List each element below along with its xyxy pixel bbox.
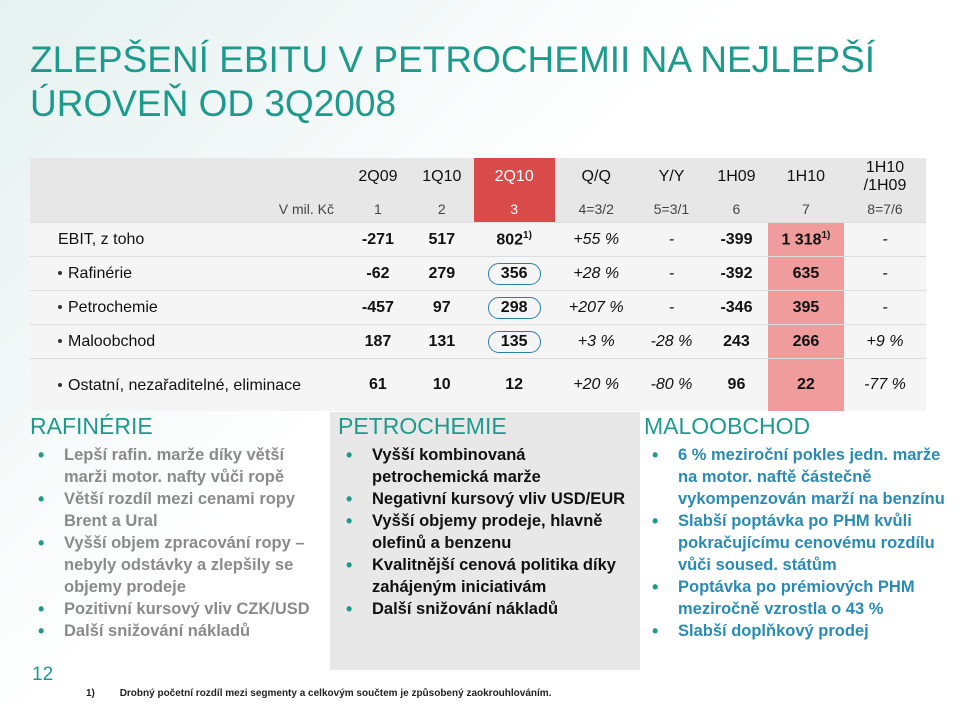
cell: 517	[410, 223, 474, 257]
cell: +9 %	[844, 325, 926, 359]
col-header-highlight: 2Q10	[474, 158, 555, 196]
cell: 187	[346, 325, 410, 359]
list-item: • Slabší poptávka po PHM kvůli pokračujícímu cenovému rozdílu vůči soused. státům	[644, 510, 960, 576]
footnote-ref: 1)	[523, 229, 532, 241]
list-item: • Poptávka po prémiových PHM meziročně vzrostla o 43 %	[644, 576, 960, 620]
cell: -	[844, 291, 926, 325]
cell-value: 802	[496, 231, 524, 249]
cell: -62	[346, 257, 410, 291]
cell	[474, 257, 555, 291]
bullet-icon	[58, 383, 62, 387]
col-index: 6	[705, 196, 768, 223]
petrochemistry-list	[338, 444, 640, 620]
col-header: Q/Q	[555, 158, 638, 196]
footnote-text: Drobný početní rozdíl mezi segmenty a celkovým součtem je způsobený zaokrouhlováním.	[119, 688, 552, 699]
cell: -457	[346, 291, 410, 325]
row-label-text: Ostatní, nezařaditelné, eliminace	[68, 376, 302, 394]
cell: -	[844, 257, 926, 291]
page-number: 12	[32, 664, 54, 685]
footnote-ref: 1)	[821, 229, 831, 241]
circled-value: 356	[488, 263, 541, 285]
footnote	[86, 688, 551, 699]
col-index: 4=3/2	[555, 196, 638, 223]
list-item: • Větší rozdíl mezi cenami ropy Brent a Ural	[30, 488, 330, 532]
list-item: • Další snižování nákladů	[338, 598, 640, 620]
list-item: • Kvalitnější cenová politika díky zahájeným iniciativám	[338, 554, 640, 598]
circled-value: 298	[488, 297, 541, 319]
cell: 243	[705, 325, 768, 359]
cell: -77 %	[844, 359, 926, 412]
unit-label: V mil. Kč	[30, 196, 346, 223]
cell: +20 %	[555, 359, 638, 412]
cell: -28 %	[638, 325, 705, 359]
cell: -	[638, 291, 705, 325]
list-item: • Další snižování nákladů	[30, 620, 330, 642]
cell: -80 %	[638, 359, 705, 412]
cell: 12	[474, 359, 555, 412]
table-row	[30, 257, 926, 291]
cell: -	[638, 257, 705, 291]
col-index: 8=7/6	[844, 196, 926, 223]
cell: +55 %	[555, 223, 638, 257]
cell	[474, 223, 555, 257]
list-item: • Pozitivní kursový vliv CZK/USD	[30, 598, 330, 620]
row-label-text: Rafinérie	[68, 264, 133, 282]
cell: -	[638, 223, 705, 257]
retail-list	[644, 444, 960, 642]
row-label-text: Petrochemie	[68, 298, 158, 316]
cell: -	[844, 223, 926, 257]
table-row	[30, 291, 926, 325]
retail-heading: MALOOBCHOD	[644, 413, 811, 439]
table-row	[30, 359, 926, 412]
cell: 22	[768, 359, 844, 412]
list-item: • Lepší rafin. marže díky větší marži motor. nafty vůči ropě	[30, 444, 330, 488]
cell: 635	[768, 257, 844, 291]
cell: 279	[410, 257, 474, 291]
cell	[768, 223, 844, 257]
list-item: • 6 % meziroční pokles jedn. marže na motor. naftě částečně vykompenzován marží na benzínu	[644, 444, 960, 510]
petrochemistry-heading: PETROCHEMIE	[338, 413, 507, 439]
petrochemistry-column	[330, 412, 640, 670]
col-header: 1H10 /1H09	[844, 158, 926, 196]
cell: -271	[346, 223, 410, 257]
row-label	[30, 291, 346, 325]
list-item: • Vyšší objem zpracování ropy – nebyly odstávky a zlepšily se objemy prodeje	[30, 532, 330, 598]
bullet-icon	[58, 271, 62, 275]
col-index: 3	[474, 196, 555, 223]
row-label: EBIT, z toho	[30, 223, 346, 257]
cell	[474, 325, 555, 359]
col-index: 7	[768, 196, 844, 223]
cell-value: 1 318	[781, 231, 822, 249]
refining-column	[30, 412, 330, 642]
row-label	[30, 325, 346, 359]
list-item: • Negativní kursový vliv USD/EUR	[338, 488, 640, 510]
col-index: 5=3/1	[638, 196, 705, 223]
cell	[474, 291, 555, 325]
list-item: • Vyšší objemy prodeje, hlavně olefinů a benzenu	[338, 510, 640, 554]
cell: 395	[768, 291, 844, 325]
cell: 61	[346, 359, 410, 412]
retail-column	[640, 412, 960, 642]
col-index: 2	[410, 196, 474, 223]
bullet-icon	[58, 305, 62, 309]
table-row	[30, 223, 926, 257]
cell: 10	[410, 359, 474, 412]
bullet-icon	[58, 339, 62, 343]
row-label	[30, 359, 346, 412]
header-empty	[30, 158, 346, 196]
col-index: 1	[346, 196, 410, 223]
cell: 97	[410, 291, 474, 325]
cell: 266	[768, 325, 844, 359]
list-item: • Slabší doplňkový prodej	[644, 620, 960, 642]
col-header: 1Q10	[410, 158, 474, 196]
cell: -346	[705, 291, 768, 325]
footnote-marker: 1)	[86, 688, 95, 699]
circled-value: 135	[488, 331, 541, 353]
cell: 131	[410, 325, 474, 359]
refining-list	[30, 444, 330, 642]
cell: -392	[705, 257, 768, 291]
cell: +28 %	[555, 257, 638, 291]
col-header: Y/Y	[638, 158, 705, 196]
cell: +207 %	[555, 291, 638, 325]
cell: +3 %	[555, 325, 638, 359]
col-header: 2Q09	[346, 158, 410, 196]
row-label-text: Maloobchod	[68, 332, 156, 350]
table-index-row	[30, 196, 926, 223]
list-item: • Vyšší kombinovaná petrochemická marže	[338, 444, 640, 488]
refining-heading: RAFINÉRIE	[30, 413, 153, 439]
col-header: 1H09	[705, 158, 768, 196]
table-header-row	[30, 158, 926, 196]
cell: 96	[705, 359, 768, 412]
col-header: 1H10	[768, 158, 844, 196]
page-title: ZLEPŠENÍ EBITU V PETROCHEMII NA NEJLEPŠÍ ÚROVEŇ OD 3Q2008	[30, 39, 876, 124]
row-label	[30, 257, 346, 291]
cell: -399	[705, 223, 768, 257]
ebit-table	[30, 158, 926, 411]
table-row	[30, 325, 926, 359]
